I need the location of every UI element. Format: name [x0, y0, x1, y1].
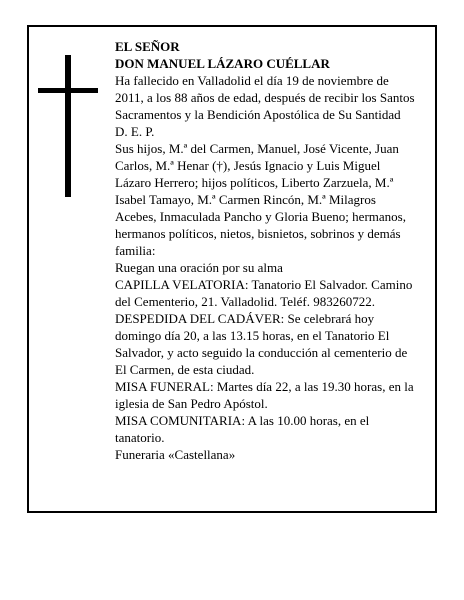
funeral-home: Funeraria «Castellana»: [115, 447, 236, 462]
community-mass-info: MISA COMUNITARIA: A las 10.00 horas, en el tanatorio.: [115, 413, 370, 445]
passing-statement: Ha fallecido en Valladolid el día 19 de noviembre de 2011, a los 88 años de edad, después de recibir los Santos Sacramentos y la Bendición Apostólica de Su Santidad: [115, 73, 415, 122]
family-list: Sus hijos, M.ª del Carmen, Manuel, José Vicente, Juan Carlos, M.ª Henar (†), Jesús Ignacio y Luis Miguel Lázaro Herrero; hijos políticos, Liberto Zarzuela, M.ª Isabel Tamayo, M.ª Carmen Rincón, M.ª Milagros Acebes, Inmaculada Pancho y Gloria Bueno; hermanos, hermanos políticos, nietos, bisnietos, sobrinos y demás familia:: [115, 141, 406, 258]
rest-in-peace: D. E. P.: [115, 124, 155, 139]
farewell-info: DESPEDIDA DEL CADÁVER: Se celebrará hoy domingo día 20, a las 13.15 horas, en el Tanatorio El Salvador, y acto seguido la conducción al cementerio de El Carmen, de esta ciudad.: [115, 311, 408, 377]
cross-vertical-bar: [65, 55, 71, 197]
funeral-mass-info: MISA FUNERAL: Martes día 22, a las 19.30 horas, en la iglesia de San Pedro Apóstol.: [115, 379, 414, 411]
notice-text: [115, 38, 415, 463]
chapel-info: CAPILLA VELATORIA: Tanatorio El Salvador. Camino del Cementerio, 21. Valladolid. Teléf. 983260722.: [115, 277, 413, 309]
cross-horizontal-bar: [38, 88, 98, 93]
deceased-name: DON MANUEL LÁZARO CUÉLLAR: [115, 56, 330, 71]
deceased-title: EL SEÑOR: [115, 39, 180, 54]
cross-icon: [38, 55, 98, 197]
prayer-request: Ruegan una oración por su alma: [115, 260, 283, 275]
